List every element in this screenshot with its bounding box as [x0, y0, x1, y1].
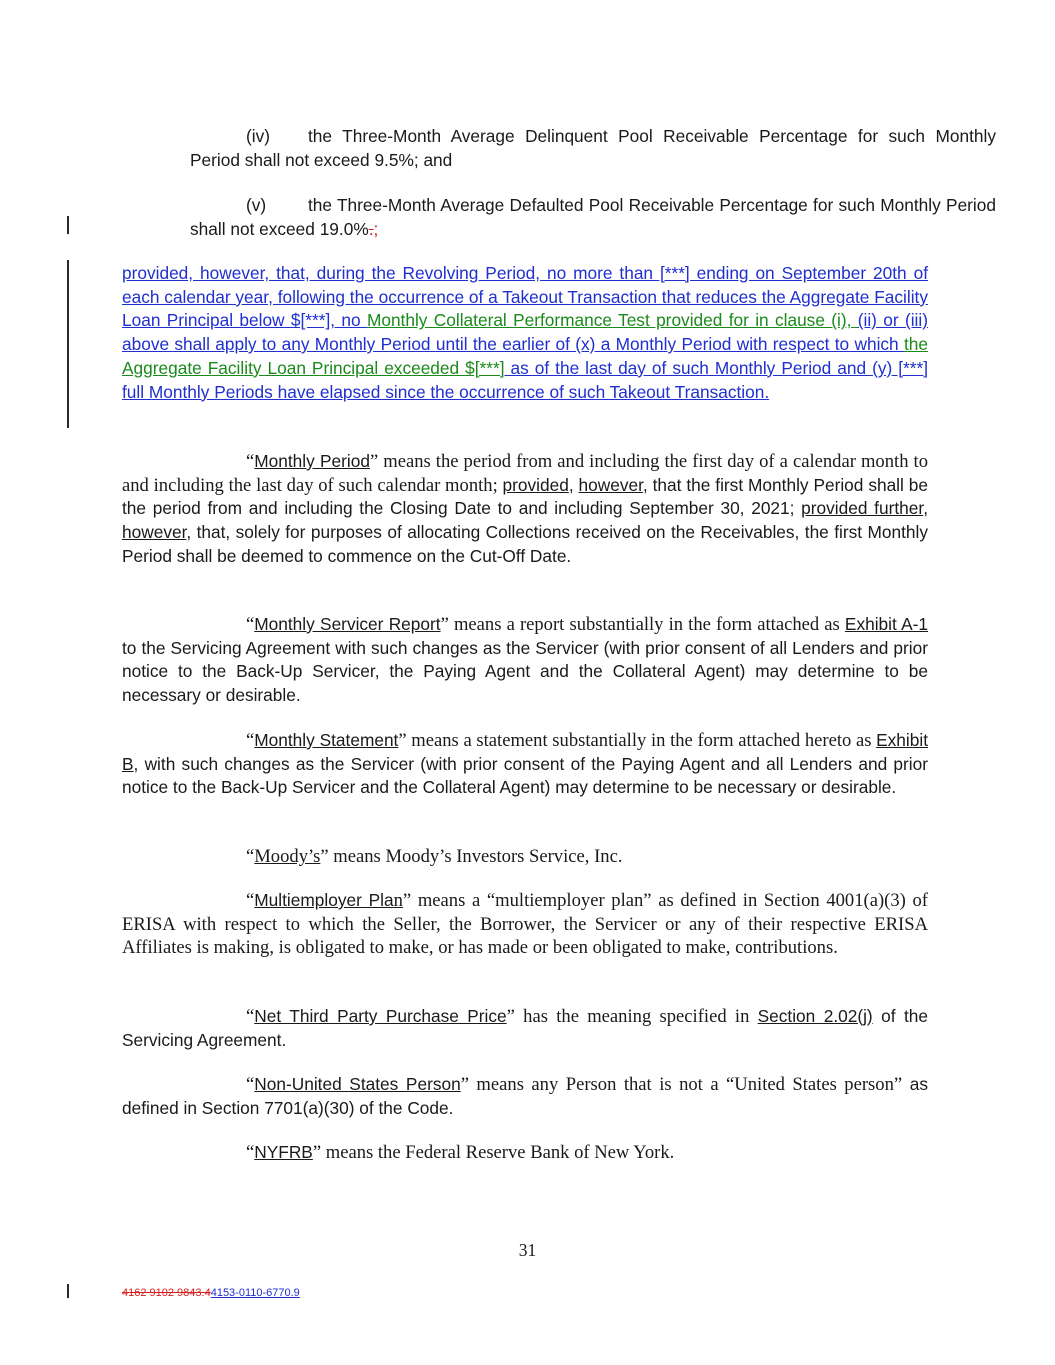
definition-text: , that, solely for purposes of allocating Collections received on the Receivables, the first Monthly Period shall be deemed to commence on the Cut-Off Date. — [122, 522, 928, 566]
definition-lead: ” means a report substantially in the form attached as — [440, 614, 845, 635]
definition-text: as defined in Section 7701(a)(30) of the Code. — [122, 1074, 929, 1118]
definition-text: ” means Moody’s Investors Service, Inc. — [320, 846, 623, 867]
quote-mark: “ — [246, 846, 255, 867]
definition-monthly-statement — [122, 729, 928, 800]
deleted-punctuation: . — [368, 218, 374, 239]
exhibit-reference: Exhibit A-1 — [844, 614, 929, 634]
definition-monthly-period — [122, 450, 928, 569]
defined-term: Monthly Period — [254, 451, 370, 471]
definition-text: ” means the Federal Reserve Bank of New York. — [312, 1142, 675, 1163]
defined-term: Non-United States Person — [254, 1074, 461, 1094]
inserted-document-id: 4153-0110-6770.9 — [210, 1287, 300, 1299]
defined-term: Monthly Servicer Report — [254, 614, 441, 634]
definition-net-third-party-purchase-price — [122, 1005, 928, 1052]
definition-text: , that the first Monthly Period shall be the period from and including the Closing Date to and including September 30, 2021; — [122, 474, 928, 519]
clause-text: the Three-Month Average Delinquent Pool Receivable Percentage for such Monthly Period shall not exceed 9.5%; and — [190, 126, 996, 170]
clause-text: the Three-Month Average Defaulted Pool Receivable Percentage for such Monthly Period shall not exceed 19.0% — [190, 195, 996, 239]
proviso-paragraph — [122, 262, 928, 404]
defined-term: Net Third Party Purchase Price — [254, 1006, 507, 1026]
inserted-punctuation: ; — [373, 218, 379, 239]
clause-label: (v) — [246, 195, 267, 215]
definition-text: of the Servicing Agreement. — [122, 1006, 928, 1050]
change-bar — [67, 1284, 69, 1298]
definition-multiemployer-plan — [122, 889, 928, 960]
comma: , — [568, 474, 579, 495]
quote-mark: “ — [246, 614, 255, 635]
definition-text: to the Servicing Agreement with such changes as the Servicer (with prior consent of all Lenders and prior notice to the Back-Up Servicer, the Paying Agent and the Collateral Agent) may determine to be necessary or desirable. — [122, 637, 928, 706]
defined-term-end: n — [393, 890, 403, 911]
inserted-text: provided, however, that, during the Revolving Period, no more than [***] ending on September 20th of each calendar year, following the occurrence of a Takeout Transaction that reduces the Aggregate Facility Loan Principal below $[***], no — [122, 263, 928, 331]
quote-mark: “ — [246, 1074, 255, 1095]
quote-mark: “ — [246, 890, 255, 911]
document-id-footer — [122, 1287, 300, 1299]
deleted-document-id: 4162 9102 9843.4 — [122, 1287, 211, 1299]
definition-lead: ” means any Person that is not a “United States person” — [460, 1074, 903, 1095]
provided-further-word: provided further — [801, 498, 924, 519]
definition-text: , with such changes as the Servicer (with prior consent of the Paying Agent and all Lenders and prior notice to the Back-Up Servicer and the Collateral Agent) may determine to be necessary or desirable. — [122, 753, 928, 798]
clause-v — [122, 194, 996, 241]
section-reference: Section 2.02(j) — [757, 1006, 873, 1026]
defined-term: Multiemployer Pla — [254, 890, 394, 910]
definition-text: ” means a “multiemployer plan” as defined in Section 4001(a)(3) of ERISA with respect to which the Seller, the Borrower, the Servicer or any of their respective ERISA Affiliates is making, is obligated to make, or has made or been obligated to make, contributions. — [122, 890, 928, 959]
quote-mark: “ — [246, 1006, 255, 1027]
defined-term: NYFRB — [254, 1142, 313, 1162]
inserted-text: (ii) or (iii) above shall apply to any Monthly Period until the earlier of (x) a Monthly Period with respect to which — [122, 310, 928, 355]
quote-mark: “ — [246, 451, 255, 472]
clause-iv — [122, 125, 996, 172]
exhibit-reference: Exhibit B — [122, 730, 928, 774]
change-bar — [67, 216, 69, 234]
moved-text: Monthly Collateral Performance Test provided for in clause (i), — [366, 310, 858, 331]
page-number: 31 — [518, 1240, 537, 1260]
defined-term: Monthly Statement — [254, 730, 399, 750]
comma: , — [923, 498, 928, 519]
however-word: however — [122, 522, 187, 543]
however-word: however — [578, 474, 643, 495]
definition-lead: ” means the period from and including the first day of a calendar month to and including the last day of such calendar month; — [122, 451, 928, 496]
definition-non-united-states-person — [122, 1073, 928, 1120]
inserted-text: as of the last day of such Monthly Period and (y) [***] full Monthly Periods have elapsed since the occurrence of such Takeout Transaction. — [122, 357, 929, 402]
provided-word: provided — [502, 474, 569, 495]
definition-lead: ” means a statement substantially in the form attached hereto as — [398, 730, 877, 751]
clause-label: (iv) — [246, 126, 270, 146]
quote-mark: “ — [246, 1142, 255, 1163]
change-bar — [67, 260, 69, 428]
definition-lead: ” has the meaning specified in — [506, 1006, 758, 1027]
definition-monthly-servicer-report — [122, 613, 928, 708]
definition-nyfrb — [122, 1141, 928, 1165]
definition-moodys — [122, 845, 928, 869]
defined-term: Moody’s — [254, 846, 321, 867]
moved-text: the Aggregate Facility Loan Principal exceeded $[***] — [122, 334, 928, 378]
quote-mark: “ — [246, 730, 255, 751]
